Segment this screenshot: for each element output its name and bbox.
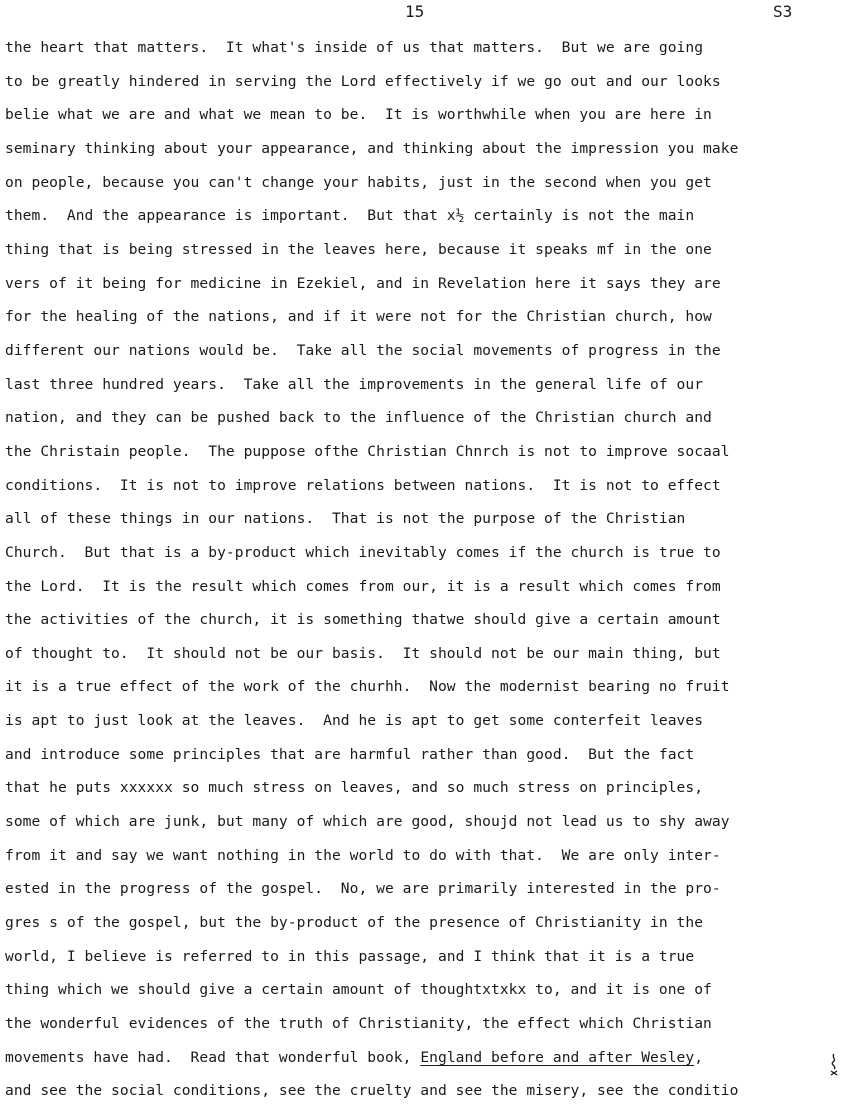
text-line: to be greatly hindered in serving the Lord effectively if we go out and our looks — [5, 72, 721, 90]
body-text — [5, 31, 841, 1108]
text-line: all of these things in our nations. That is not the purpose of the Christian — [5, 510, 686, 528]
text-line: conditions. It is not to improve relations between nations. It is not to effect — [5, 476, 721, 494]
text-line: from it and say we want nothing in the world to do with that. We are only inter- — [5, 846, 721, 864]
text-line-start: movements have had. Read that wonderful book, — [5, 1048, 421, 1066]
text-line: on people, because you can't change your habits, just in the second when you get — [5, 173, 712, 191]
text-line: last three hundred years. Take all the improvements in the general life of our — [5, 375, 704, 393]
text-line: different our nations would be. Take all the social movements of progress in the — [5, 341, 721, 359]
text-line: the activities of the church, it is something thatwe should give a certain amount — [5, 611, 721, 629]
text-line: the heart that matters. It what's inside of us that matters. But we are going — [5, 39, 704, 56]
text-line: the wonderful evidences of the truth of Christianity, the effect which Christian — [5, 1015, 712, 1033]
page-number: 15 — [405, 2, 425, 21]
text-line: and see the social conditions, see the cruelty and see the misery, see the conditio — [5, 1082, 739, 1100]
text-line: thing that is being stressed in the leaves here, because it speaks mf in the one — [5, 240, 712, 258]
text-line: belie what we are and what we mean to be. It is worthwhile when you are here in — [5, 106, 712, 124]
margin-mark — [828, 1053, 840, 1083]
text-line: them. And the appearance is important. But that x½ certainly is not the main — [5, 207, 695, 225]
text-line: nation, and they can be pushed back to the influence of the Christian church and — [5, 409, 712, 427]
text-line — [5, 1041, 841, 1075]
text-line: thing which we should give a certain amount of thoughtxtxkx to, and it is one of — [5, 981, 712, 999]
text-line: world, I believe is referred to in this passage, and I think that it is a true — [5, 947, 695, 965]
text-line: that he puts xxxxxx so much stress on leaves, and so much stress on principles, — [5, 779, 704, 797]
text-line: vers of it being for medicine in Ezekiel, and in Revelation here it says they are — [5, 274, 721, 292]
text-line: and introduce some principles that are harmful rather than good. But the fact — [5, 745, 695, 763]
text-line: for the healing of the nations, and if it were not for the Christian church, how — [5, 308, 712, 326]
section-code: S3 — [773, 2, 793, 21]
text-line: some of which are junk, but many of which are good, shoujd not lead us to shy away — [5, 813, 730, 831]
text-line: it is a true effect of the work of the churhh. Now the modernist bearing no fruit — [5, 678, 730, 696]
page-header — [0, 2, 844, 26]
text-line: of thought to. It should not be our basis. It should not be our main thing, but — [5, 644, 721, 662]
text-line: seminary thinking about your appearance, and thinking about the impression you make — [5, 139, 739, 157]
text-line: the Christain people. The puppose ofthe Christian Chnrch is not to improve socaal — [5, 442, 730, 460]
text-line: the Lord. It is the result which comes from our, it is a result which comes from — [5, 577, 721, 595]
text-line: is apt to just look at the leaves. And he is apt to get some conterfeit leaves — [5, 712, 704, 730]
book-title-punctuation: , — [694, 1048, 704, 1066]
text-line: ested in the progress of the gospel. No, we are primarily interested in the pro- — [5, 880, 721, 898]
text-line: gres s of the gospel, but the by-product of the presence of Christianity in the — [5, 914, 704, 932]
text-line: Church. But that is a by-product which inevitably comes if the church is true to — [5, 543, 721, 561]
book-title: England before and after Wesley — [420, 1048, 695, 1066]
